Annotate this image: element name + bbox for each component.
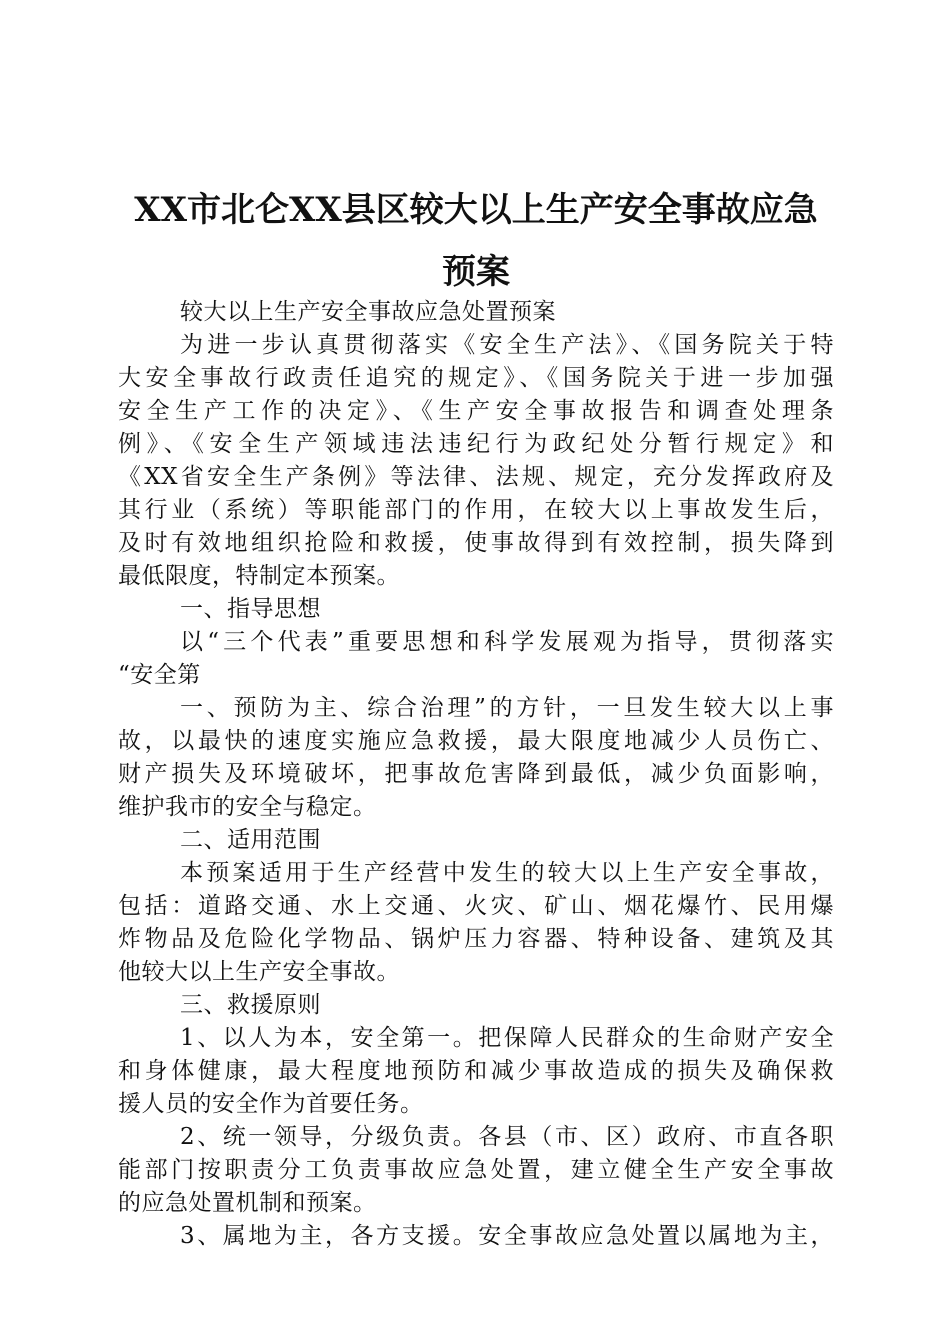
body-text-line: 他较大以上生产安全事故。 (118, 959, 400, 985)
body-text-line: 大安全事故行政责任追究的规定》、《国务院关于进一步加强 (118, 365, 834, 391)
body-text-line: 能部门按职责分工负责事故应急处置，建立健全生产安全事故 (118, 1157, 834, 1183)
body-text-line: “安全第 (118, 662, 201, 688)
body-text-line: 《XX省安全生产条例》等法律、法规、规定，充分发挥政府及 (118, 464, 834, 490)
body-text-line: 一、指导思想 (180, 596, 321, 622)
body-text-line: 炸物品及危险化学物品、锅炉压力容器、特种设备、建筑及其 (118, 926, 834, 952)
document-body (118, 296, 834, 1253)
document-title-line-1: XX市北仑XX县区较大以上生产安全事故应急 (134, 190, 818, 230)
body-text-line: 例》、《安全生产领域违法违纪行为政纪处分暂行规定》和 (118, 431, 834, 457)
body-text-line: 一、预防为主、综合治理”的方针，一旦发生较大以上事 (180, 695, 834, 721)
body-text-line: 财产损失及环境破坏，把事故危害降到最低，减少负面影响， (118, 761, 834, 787)
body-text-line: 为进一步认真贯彻落实《安全生产法》、《国务院关于特 (180, 332, 834, 358)
body-text-line: 安全生产工作的决定》、《生产安全事故报告和调查处理条 (118, 398, 834, 424)
body-text-line: 其行业（系统）等职能部门的作用，在较大以上事故发生后， (118, 497, 834, 523)
body-text-line: 3、属地为主，各方支援。安全事故应急处置以属地为主， (180, 1223, 834, 1249)
document-title-line-2: 预案 (442, 252, 510, 292)
body-text-line: 本预案适用于生产经营中发生的较大以上生产安全事故， (180, 860, 834, 886)
body-text-line: 故，以最快的速度实施应急救援，最大限度地减少人员伤亡、 (118, 728, 834, 754)
body-text-line: 最低限度，特制定本预案。 (118, 563, 400, 589)
body-text-line: 较大以上生产安全事故应急处置预案 (180, 299, 556, 325)
body-text-line: 2、统一领导，分级负责。各县（市、区）政府、市直各职 (180, 1124, 834, 1150)
body-text-line: 三、救援原则 (180, 992, 321, 1018)
body-text-line: 及时有效地组织抢险和救援，使事故得到有效控制，损失降到 (118, 530, 834, 556)
body-text-line: 包括：道路交通、水上交通、火灾、矿山、烟花爆竹、民用爆 (118, 893, 834, 919)
body-text-line: 和身体健康，最大程度地预防和减少事故造成的损失及确保救 (118, 1058, 834, 1084)
body-text-line: 援人员的安全作为首要任务。 (118, 1091, 424, 1117)
body-text-line: 二、适用范围 (180, 827, 321, 853)
body-text-line: 1、以人为本，安全第一。把保障人民群众的生命财产安全 (180, 1025, 834, 1051)
body-text-line: 以“三个代表”重要思想和科学发展观为指导，贯彻落实 (180, 629, 834, 655)
body-text-line: 的应急处置机制和预案。 (118, 1190, 377, 1216)
body-text-line: 维护我市的安全与稳定。 (118, 794, 377, 820)
